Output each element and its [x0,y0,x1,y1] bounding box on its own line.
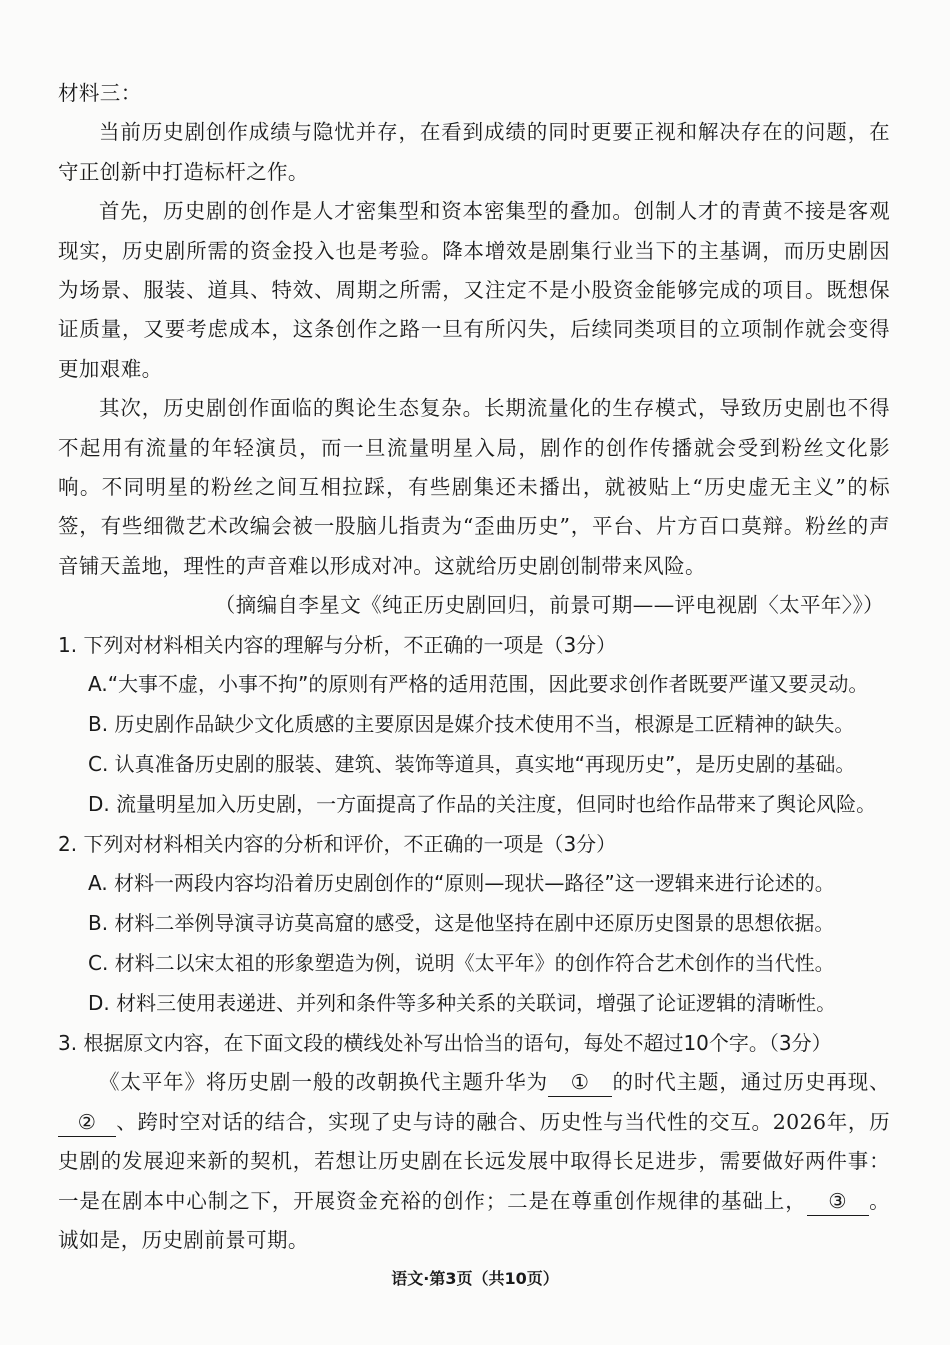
question-2-option-c: C. 材料二以宋太祖的形象塑造为例，说明《太平年》的创作符合艺术创作的当代性。 [88,951,835,976]
question-1-option-c: C. 认真准备历史剧的服装、建筑、装饰等道具，真实地“再现历史”，是历史剧的基础。 [88,752,856,777]
source-citation: （摘编自李星文《纯正历史剧回归，前景可期——评电视剧〈太平年〉》） [214,593,884,618]
question-3-stem: 3. 根据原文内容，在下面文段的横线处补写出恰当的语句，每处不超过10个字。（3分） [58,1030,832,1055]
paragraph-first: 首先，历史剧的创作是人才密集型和资本密集型的叠加。创制人才的青黄不接是客观现实，历史剧所需的资金投入也是考验。降本增效是剧集行业当下的主基调，而历史剧因为场景、服装、道具、特效、周期之所需，又注定不是小股资金能够完成的项目。既想保证质量，又要考虑成本，这条创作之路一旦有所闪失，后续同类项目的立项制作就会变得更加艰难。 [58,199,890,381]
question-2-stem: 2. 下列对材料相关内容的分析和评价，不正确的一项是（3分） [58,831,617,856]
fill-text-part-3: 、跨时空对话的结合，实现了史与诗的融合、历史性与当代性的交互。2026年，历史剧的发展迎来新的契机，若想让历史剧在长远发展中取得长足进步，需要做好两件事：一是在剧本中心制之下，开展资金充裕的创作；二是在尊重创作规律的基础上， [58,1109,890,1213]
question-1-option-b: B. 历史剧作品缺少文化质感的主要原因是媒介技术使用不当，根源是工匠精神的缺失。 [88,712,855,737]
question-2-option-d: D. 材料三使用表递进、并列和条件等多种关系的关联词，增强了论证逻辑的清晰性。 [88,990,837,1015]
question-2-option-a: A. 材料一两段内容均沿着历史剧创作的“原则—现状—路径”这一逻辑来进行论述的。 [88,871,835,896]
question-1-option-d: D. 流量明星加入历史剧，一方面提高了作品的关注度，但同时也给作品带来了舆论风险。 [88,791,877,816]
fill-blank-3[interactable]: ③ [807,1187,869,1216]
paragraph-intro: 当前历史剧创作成绩与隐忧并存，在看到成绩的同时更要正视和解决存在的问题，在守正创新中打造标杆之作。 [58,120,890,184]
fill-text-part-4: 。诚如是，历史剧前景可期。 [58,1188,890,1253]
fill-text-part-1: 《太平年》将历史剧一般的改朝换代主题升华为 [99,1070,549,1095]
page-footer: 语文·第3页（共10页） [391,1269,559,1288]
paragraph-second: 其次，历史剧创作面临的舆论生态复杂。长期流量化的生存模式，导致历史剧也不得不起用有流量的年轻演员，而一旦流量明星入局，剧作的创作传播就会受到粉丝文化影响。不同明星的粉丝之间互相拉踩，有些剧集还未播出，就被贴上“历史虚无主义”的标签，有些细微艺术改编会被一股脑儿指责为“歪曲历史”，平台、片方百口莫辩。粉丝的声音铺天盖地，理性的声音难以形成对冲。这就给历史剧创制带来风险。 [58,396,890,578]
fill-text-part-2: 的时代主题，通过历史再现、 [612,1070,890,1095]
question-2-option-b: B. 材料二举例导演寻访莫高窟的感受，这是他坚持在剧中还原历史图景的思想依据。 [88,911,835,936]
fill-blank-2[interactable]: ② [58,1108,116,1137]
question-1-option-a: A.“大事不虚，小事不拘”的原则有严格的适用范围，因此要求创作者既要严谨又要灵动。 [88,672,869,697]
fill-blank-1[interactable]: ① [548,1068,612,1097]
material-heading: 材料三： [58,81,142,105]
page-content [58,74,890,1260]
fill-in-paragraph [58,1063,890,1260]
question-1-stem: 1. 下列对材料相关内容的理解与分析，不正确的一项是（3分） [58,632,617,657]
